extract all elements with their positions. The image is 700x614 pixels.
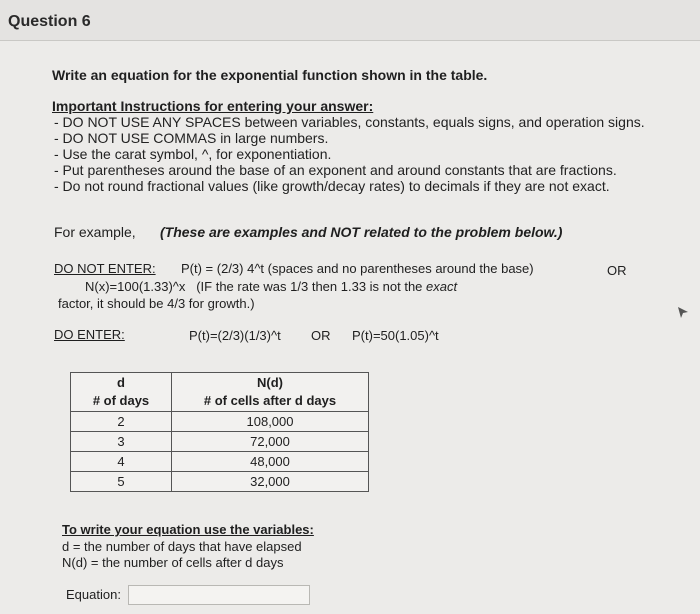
or-separator: OR <box>311 328 331 343</box>
table-row <box>71 432 369 452</box>
cell-d: 2 <box>71 412 172 432</box>
table-header-n <box>172 373 369 412</box>
cell-n: 108,000 <box>172 412 369 432</box>
do-not-enter-example-1: P(t) = (2/3) 4^t (spaces and no parentheses around the base) <box>181 261 534 276</box>
mouse-cursor-icon <box>676 305 690 319</box>
do-not-enter-example-2 <box>85 279 457 294</box>
table-header-d <box>71 373 172 412</box>
variables-heading: To write your equation use the variables: <box>62 522 314 537</box>
instruction-item: - Do not round fractional values (like growth/decay rates) to decimals if they are not exact. <box>54 178 610 194</box>
instruction-item: - Put parentheses around the base of an exponent and around constants that are fractions. <box>54 162 617 178</box>
cell-n: 48,000 <box>172 452 369 472</box>
cell-d: 5 <box>71 472 172 492</box>
table-row <box>71 472 369 492</box>
cell-n: 32,000 <box>172 472 369 492</box>
question-prompt: Write an equation for the exponential function shown in the table. <box>52 67 488 83</box>
table-row <box>71 452 369 472</box>
header-n: N(d) <box>257 375 283 390</box>
variable-n-definition: N(d) = the number of cells after d days <box>62 555 284 570</box>
header-n-sub: # of cells after d days <box>203 393 337 408</box>
cell-d: 4 <box>71 452 172 472</box>
cell-n: 72,000 <box>172 432 369 452</box>
emphasis-exact: exact <box>426 279 458 294</box>
example-label: For example, <box>54 224 136 240</box>
question-header <box>0 0 700 41</box>
variable-d-definition: d = the number of days that have elapsed <box>62 539 302 554</box>
table-row <box>71 412 369 432</box>
instruction-item: - DO NOT USE ANY SPACES between variables, constants, equals signs, and operation signs. <box>54 114 645 130</box>
do-not-enter-example-2-continued: factor, it should be 4/3 for growth.) <box>58 296 255 311</box>
instruction-item: - Use the carat symbol, ^, for exponentiation. <box>54 146 332 162</box>
example-note: (These are examples and NOT related to the problem below.) <box>160 224 563 240</box>
instruction-item: - DO NOT USE COMMAS in large numbers. <box>54 130 329 146</box>
do-not-enter-label: DO NOT ENTER: <box>54 261 156 276</box>
equation-label: Equation: <box>66 587 121 602</box>
header-d-sub: # of days <box>92 393 150 408</box>
equation-input[interactable] <box>128 585 310 605</box>
do-not-enter-example-2-text: N(x)=100(1.33)^x (IF the rate was 1/3 then 1.33 is not the <box>85 279 427 294</box>
question-title: Question 6 <box>8 13 91 30</box>
instructions-heading: Important Instructions for entering your answer: <box>52 98 374 114</box>
do-enter-example-1: P(t)=(2/3)(1/3)^t <box>189 328 281 343</box>
do-enter-label: DO ENTER: <box>54 327 125 342</box>
data-table <box>70 372 369 492</box>
or-separator: OR <box>607 263 627 278</box>
header-d: d <box>117 375 125 390</box>
table-header-row <box>71 373 369 412</box>
cell-d: 3 <box>71 432 172 452</box>
do-enter-example-2: P(t)=50(1.05)^t <box>352 328 439 343</box>
